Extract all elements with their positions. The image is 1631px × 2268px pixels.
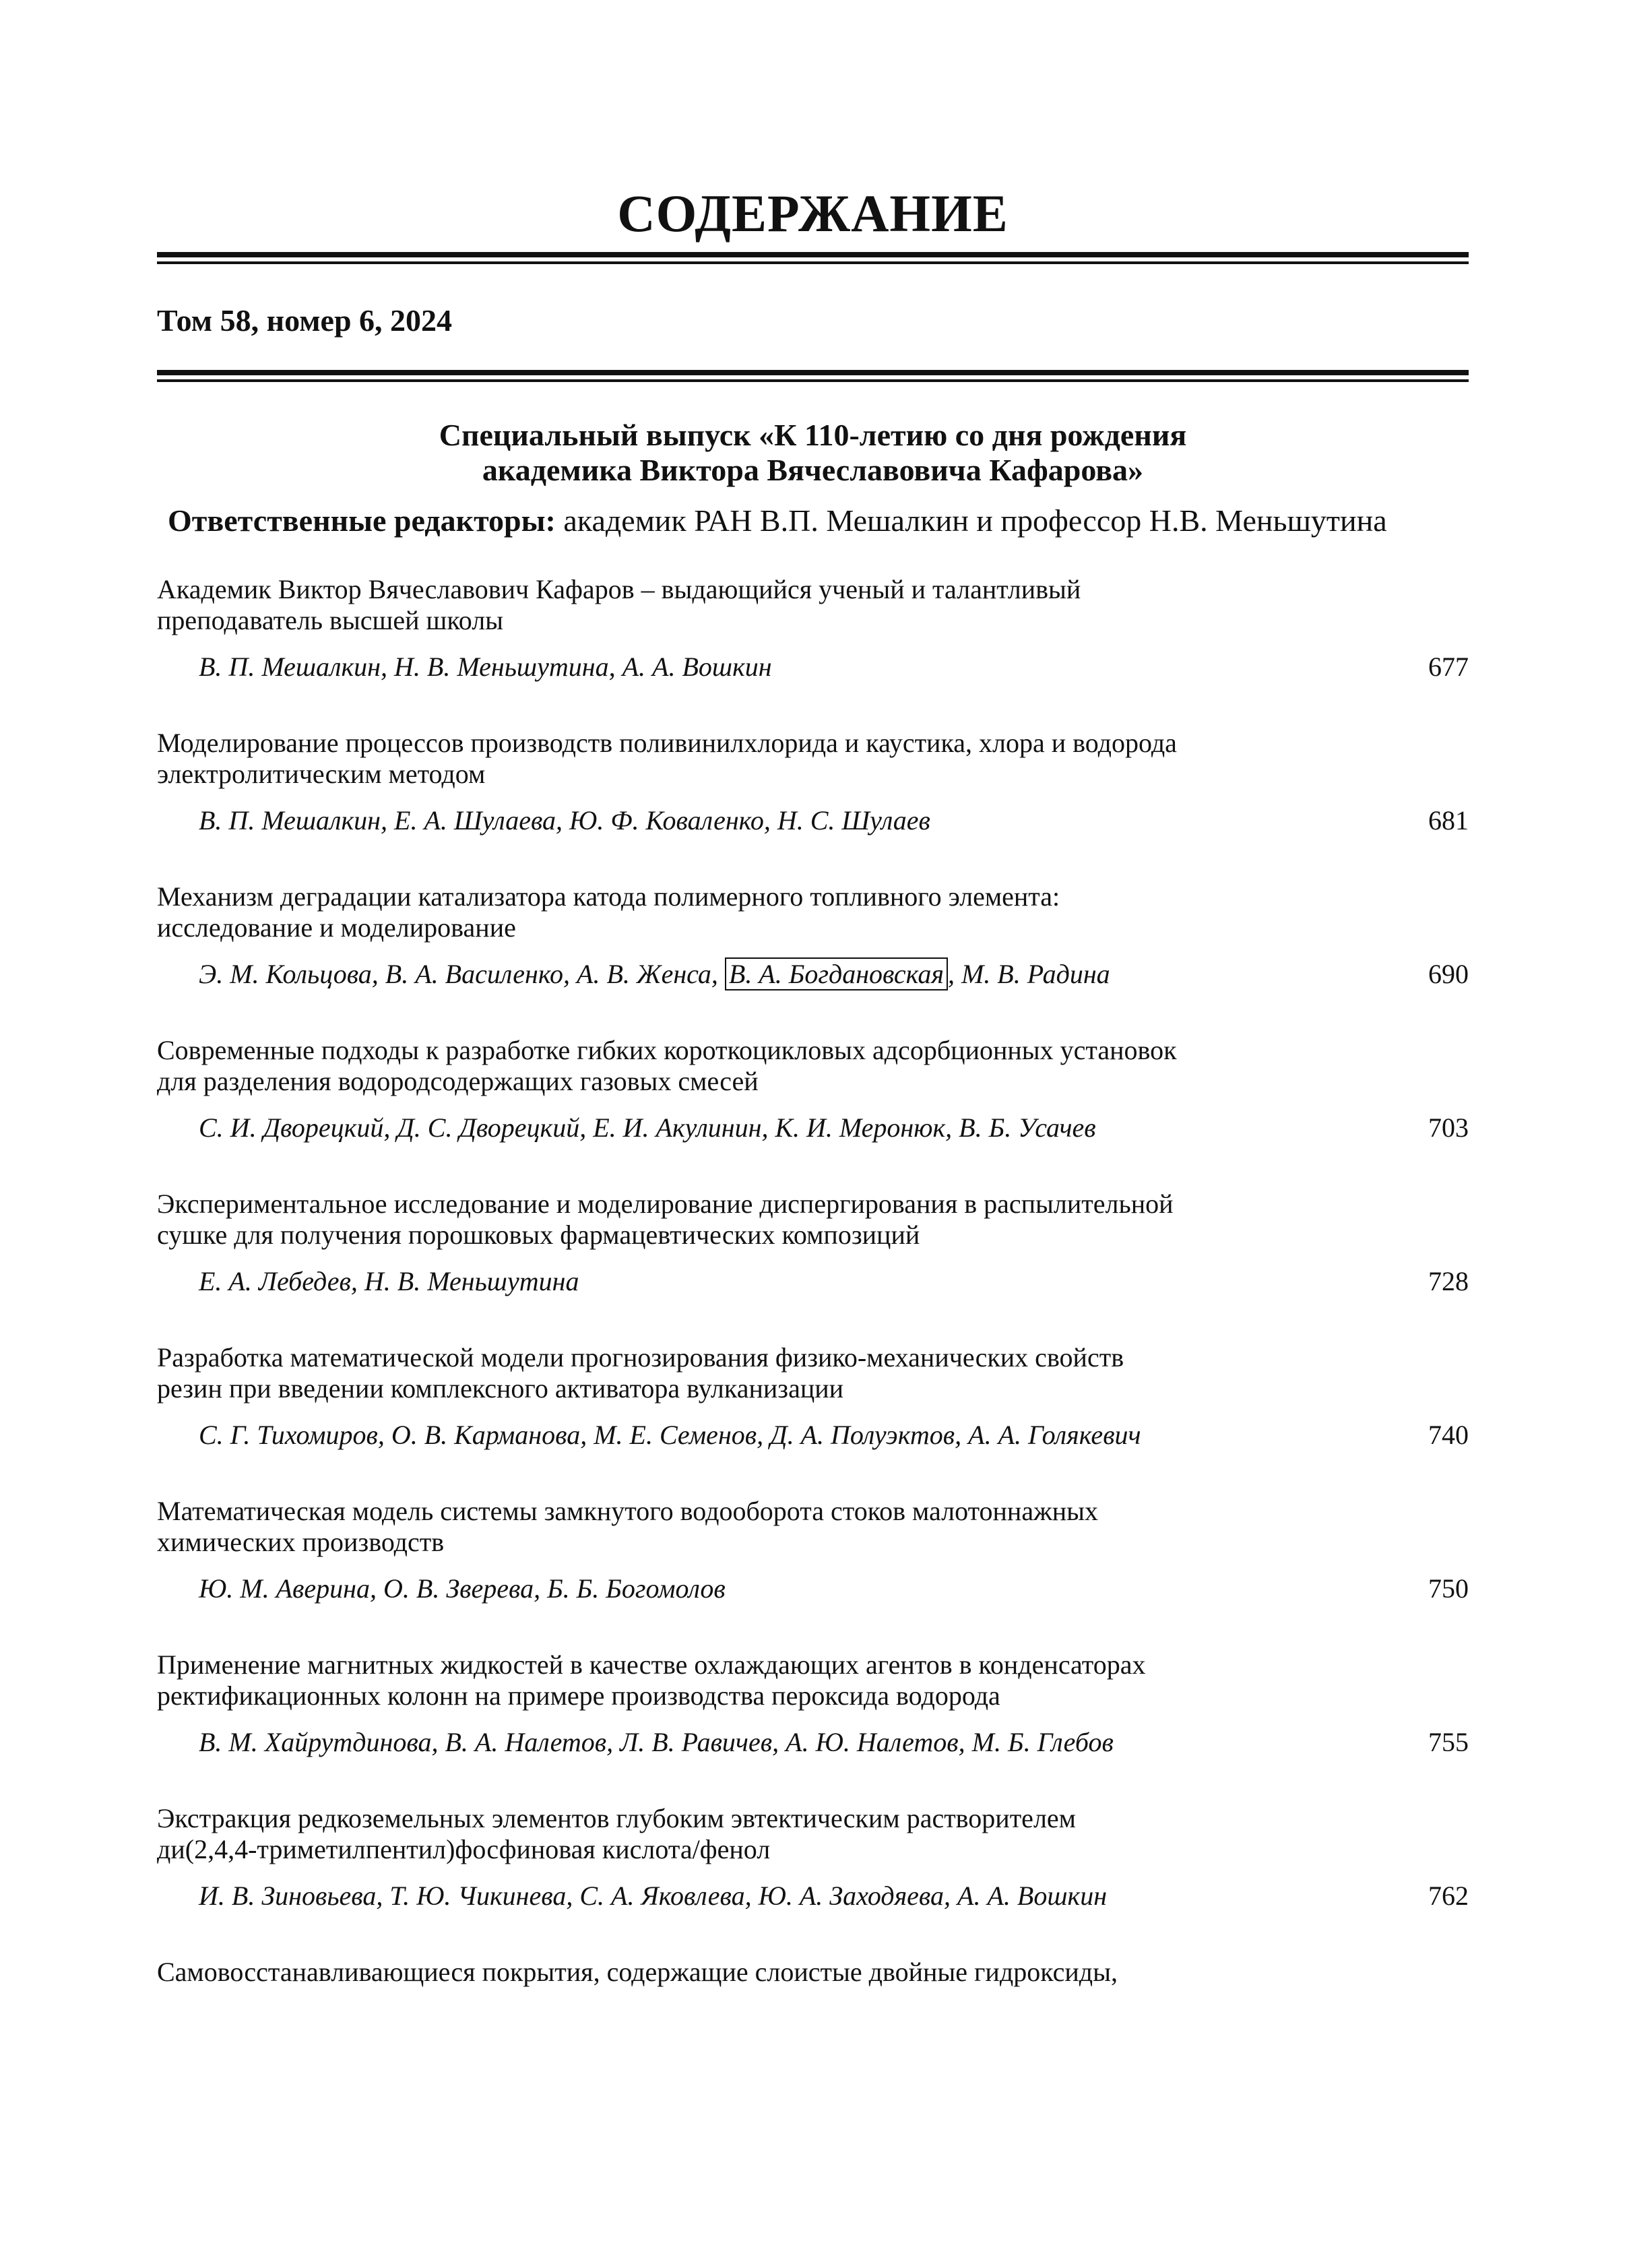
article-authors: Ю. М. Аверина, О. В. Зверева, Б. Б. Богомолов — [199, 1573, 726, 1604]
article-title — [157, 1035, 1302, 1097]
article-authors: И. В. Зиновьева, Т. Ю. Чикинева, С. А. Яковлева, Ю. А. Заходяева, А. А. Вошкин — [199, 1881, 1108, 1911]
article-title-line: Экстракция редкоземельных элементов глубоким эвтектическим растворителем — [157, 1803, 1076, 1833]
toc-entry[interactable] — [157, 1342, 1469, 1496]
article-title-line: Моделирование процессов производств поливинилхлорида и каустика, хлора и водорода — [157, 728, 1177, 758]
article-title — [157, 1649, 1302, 1711]
page-number: 690 — [1428, 959, 1469, 989]
special-issue-line2: академика Виктора Вячеславовича Кафарова» — [482, 453, 1144, 487]
toc-entry[interactable] — [157, 1957, 1469, 2110]
article-title — [157, 574, 1302, 636]
toc-entry[interactable] — [157, 1035, 1469, 1189]
article-title — [157, 1957, 1302, 1988]
article-title-line: Разработка математической модели прогнозирования физико-механических свойств — [157, 1342, 1124, 1373]
article-authors: С. И. Дворецкий, Д. С. Дворецкий, Е. И. Акулинин, К. И. Меронюк, В. Б. Усачев — [199, 1112, 1096, 1143]
authors-part: , М. В. Радина — [947, 959, 1110, 989]
article-authors: В. М. Хайрутдинова, В. А. Налетов, Л. В. Равичев, А. Ю. Налетов, М. Б. Глебов — [199, 1727, 1114, 1757]
special-issue-heading — [157, 418, 1469, 488]
article-title-line: сушке для получения порошковых фармацевтических композиций — [157, 1220, 920, 1250]
toc-entry[interactable] — [157, 881, 1469, 1035]
editors-names: академик РАН В.П. Мешалкин и профессор Н.В. Меньшутина — [555, 503, 1387, 538]
toc-entry[interactable] — [157, 1803, 1469, 1957]
boxed-author-memorial: В. А. Богдановская — [725, 957, 948, 990]
article-title-line: Академик Виктор Вячеславович Кафаров – выдающийся ученый и талантливый — [157, 574, 1081, 604]
article-title-line: исследование и моделирование — [157, 912, 516, 943]
article-title-line: преподаватель высшей школы — [157, 605, 504, 635]
page-title: СОДЕРЖАНИЕ — [617, 184, 1009, 243]
page-number: 762 — [1428, 1881, 1469, 1911]
page-number: 750 — [1428, 1573, 1469, 1604]
article-authors — [199, 958, 1110, 990]
article-authors: В. П. Мешалкин, Н. В. Меньшутина, А. А. Вошкин — [199, 652, 772, 682]
page-number: 755 — [1428, 1727, 1469, 1757]
editors-label: Ответственные редакторы: — [168, 503, 556, 538]
article-title-line: резин при введении комплексного активатора вулканизации — [157, 1373, 844, 1404]
page-number: 740 — [1428, 1420, 1469, 1450]
article-authors: С. Г. Тихомиров, О. В. Карманова, М. Е. Семенов, Д. А. Полуэктов, А. А. Голякевич — [199, 1420, 1141, 1450]
article-title-line: электролитическим методом — [157, 759, 486, 789]
article-authors: Е. А. Лебедев, Н. В. Меньшутина — [199, 1266, 579, 1296]
article-title — [157, 1342, 1302, 1404]
rule-thick — [157, 370, 1469, 375]
toc-entry[interactable] — [157, 1649, 1469, 1803]
volume-issue: Том 58, номер 6, 2024 — [157, 303, 453, 338]
article-title-line: ректификационных колонн на примере производства пероксида водорода — [157, 1680, 1000, 1711]
article-authors: В. П. Мешалкин, Е. А. Шулаева, Ю. Ф. Коваленко, Н. С. Шулаев — [199, 805, 930, 836]
page-number: 703 — [1428, 1112, 1469, 1143]
article-title-line: Применение магнитных жидкостей в качестве охлаждающих агентов в конденсаторах — [157, 1649, 1146, 1680]
rule-thin — [157, 379, 1469, 382]
article-title-line: химических производств — [157, 1527, 445, 1557]
toc-entry[interactable] — [157, 728, 1469, 881]
toc-entry[interactable] — [157, 574, 1469, 728]
article-title-line: ди(2,4,4-триметилпентил)фосфиновая кислота/фенол — [157, 1834, 771, 1864]
article-title-line: Механизм деградации катализатора катода полимерного топливного элемента: — [157, 881, 1060, 912]
article-title-line: Самовосстанавливающиеся покрытия, содержащие слоистые двойные гидроксиды, — [157, 1957, 1118, 1987]
article-title-line: Математическая модель системы замкнутого водооборота стоков малотоннажных — [157, 1496, 1099, 1526]
article-title-line: Современные подходы к разработке гибких короткоцикловых адсорбционных установок — [157, 1035, 1177, 1065]
authors-part: Э. М. Кольцова, В. А. Василенко, А. В. Женса, — [199, 959, 725, 989]
article-title — [157, 728, 1302, 790]
toc-entry[interactable] — [157, 1496, 1469, 1649]
responsible-editors — [168, 502, 1469, 540]
page-number: 681 — [1428, 805, 1469, 836]
double-rule-top — [157, 252, 1469, 264]
article-title — [157, 881, 1302, 943]
article-title — [157, 1189, 1302, 1251]
toc-list — [157, 574, 1469, 2110]
page-number: 677 — [1428, 652, 1469, 682]
double-rule-bottom — [157, 370, 1469, 382]
special-issue-line1: Специальный выпуск «К 110-летию со дня рождения — [439, 418, 1187, 452]
article-title — [157, 1803, 1302, 1865]
rule-thin — [157, 261, 1469, 264]
article-title-line: для разделения водородсодержащих газовых смесей — [157, 1066, 759, 1096]
article-title — [157, 1496, 1302, 1558]
toc-entry[interactable] — [157, 1189, 1469, 1342]
rule-thick — [157, 252, 1469, 257]
article-title-line: Экспериментальное исследование и моделирование диспергирования в распылительной — [157, 1189, 1174, 1219]
page-number: 728 — [1428, 1266, 1469, 1296]
